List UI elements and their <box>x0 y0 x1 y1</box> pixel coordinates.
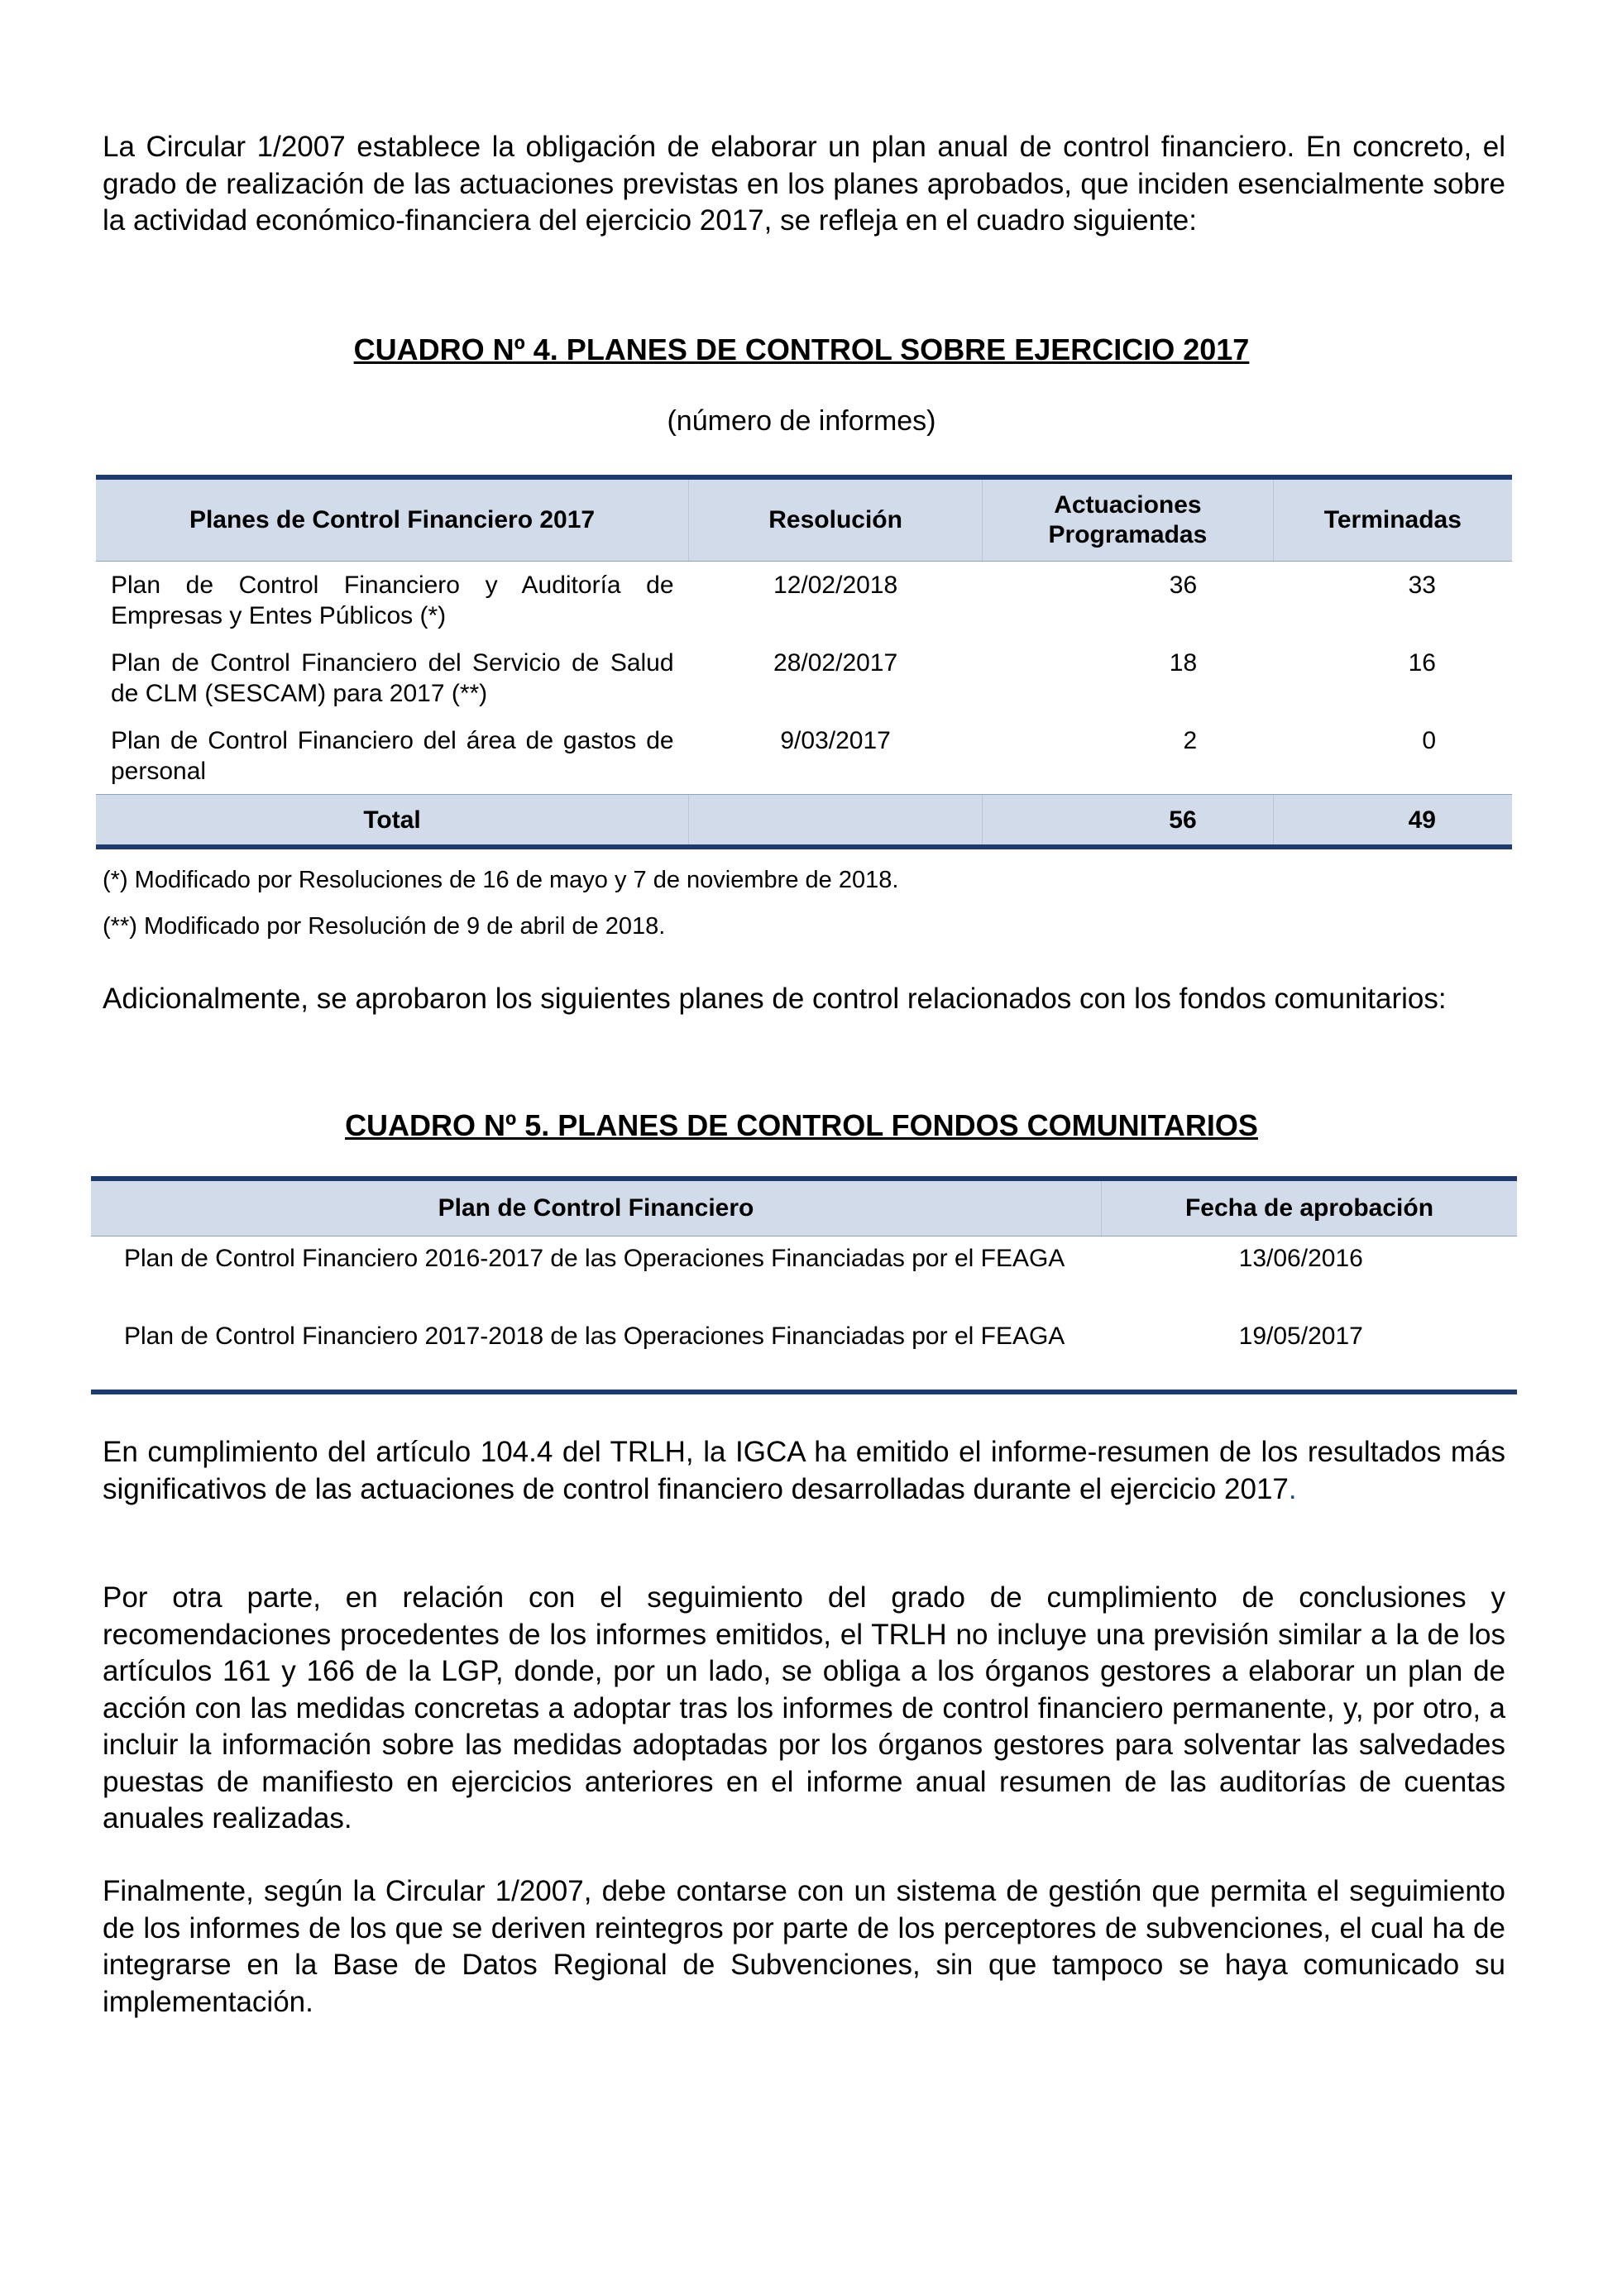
total-actuaciones: 56 <box>983 795 1274 848</box>
adicional-paragraph: Adicionalmente, se aprobaron los siguientes planes de control relacionados con los fondos comunitarios: <box>103 983 1447 1015</box>
row-resolucion: 28/02/2017 <box>773 648 898 677</box>
header-resolucion: Resolución <box>689 477 983 562</box>
row-actuaciones: 36 <box>1169 572 1198 599</box>
total-label: Total <box>96 795 689 848</box>
cumplimiento-text: En cumplimiento del artículo 104.4 del TRLH, la IGCA ha emitido el informe-resumen de los resultados más significativos de las actuaciones de control financiero desarrolladas durante el ejercicio 2017 <box>103 1436 1505 1505</box>
cuadro4-title: CUADRO Nº 4. PLANES DE CONTROL SOBRE EJERCICIO 2017 <box>353 332 1250 366</box>
row-actuaciones: 18 <box>1169 648 1198 677</box>
row-plan: Plan de Control Financiero del área de gastos de personal <box>111 726 674 785</box>
table-row <box>96 562 1512 639</box>
row-actuaciones: 2 <box>1183 726 1198 754</box>
row-terminadas: 0 <box>1422 726 1436 754</box>
cumplimiento-period: . <box>1288 1472 1297 1505</box>
total-row <box>96 795 1512 848</box>
row-plan: Plan de Control Financiero del Servicio de Salud de CLM (SESCAM) para 2017 (**) <box>111 648 674 707</box>
table-row <box>91 1236 1517 1314</box>
footnote-2: (**) Modificado por Resolución de 9 de abril de 2018. <box>103 913 666 940</box>
row-resolucion: 9/03/2017 <box>780 726 891 754</box>
cuadro5-title: CUADRO Nº 5. PLANES DE CONTROL FONDOS COMUNITARIOS <box>345 1108 1258 1142</box>
seguimiento-paragraph: Por otra parte, en relación con el seguimiento del grado de cumplimiento de conclusiones y recomendaciones procedentes de los informes emitidos, el TRLH no incluye una previsión similar a la de los artículos 161 y 166 de la LGP, donde, por un lado, se obliga a los órganos gestores a elaborar un plan de acción con las medidas concretas a adoptar tras los informes de control financiero permanente, y, por otro, a incluir la información sobre las medidas adoptadas por los órganos gestores para solventar las salvedades puestas de manifiesto en ejercicios anteriores en el informe anual resumen de las auditorías de cuentas anuales realizadas. <box>103 1581 1505 1834</box>
footnote-1: (*) Modificado por Resoluciones de 16 de mayo y 7 de noviembre de 2018. <box>103 867 899 893</box>
row-terminadas: 16 <box>1408 648 1436 677</box>
cuadro4-table <box>96 475 1512 849</box>
row-plan: Plan de Control Financiero 2017-2018 de las Operaciones Financiadas por el FEAGA <box>91 1314 1102 1392</box>
row-plan: Plan de Control Financiero y Auditoría de Empresas y Entes Públicos (*) <box>111 572 674 629</box>
header-fecha: Fecha de aprobación <box>1102 1179 1518 1236</box>
total-empty <box>689 795 983 848</box>
row-fecha: 19/05/2017 <box>1102 1314 1518 1392</box>
intro-paragraph: La Circular 1/2007 establece la obligación de elaborar un plan anual de control financiero. En concreto, el grado de realización de las actuaciones previstas en los planes aprobados, que inciden esencialmente sobre la actividad económico-financiera del ejercicio 2017, se refleja en el cuadro siguiente: <box>103 131 1505 237</box>
table-row <box>96 639 1512 717</box>
row-plan: Plan de Control Financiero 2016-2017 de las Operaciones Financiadas por el FEAGA <box>124 1245 1065 1272</box>
finalmente-paragraph: Finalmente, según la Circular 1/2007, debe contarse con un sistema de gestión que permita el seguimiento de los informes de los que se deriven reintegros por parte de los perceptores de subvenciones, el cual ha de integrarse en la Base de Datos Regional de Subvenciones, sin que tampoco se haya comunicado su implementación. <box>103 1875 1505 2018</box>
table-row <box>96 717 1512 795</box>
total-terminadas: 49 <box>1273 795 1512 848</box>
header-terminadas: Terminadas <box>1273 477 1512 562</box>
row-fecha: 13/06/2016 <box>1238 1245 1363 1272</box>
row-resolucion: 12/02/2018 <box>773 572 898 599</box>
row-terminadas: 33 <box>1408 572 1436 599</box>
header-plan: Planes de Control Financiero 2017 <box>96 477 689 562</box>
cuadro4-subtitle: (número de informes) <box>667 405 936 437</box>
table-row <box>91 1314 1517 1392</box>
header-plan: Plan de Control Financiero <box>91 1179 1102 1236</box>
header-actuaciones: Actuaciones Programadas <box>983 477 1274 562</box>
cuadro5-table <box>91 1176 1517 1394</box>
cumplimiento-paragraph <box>103 1434 1505 1508</box>
